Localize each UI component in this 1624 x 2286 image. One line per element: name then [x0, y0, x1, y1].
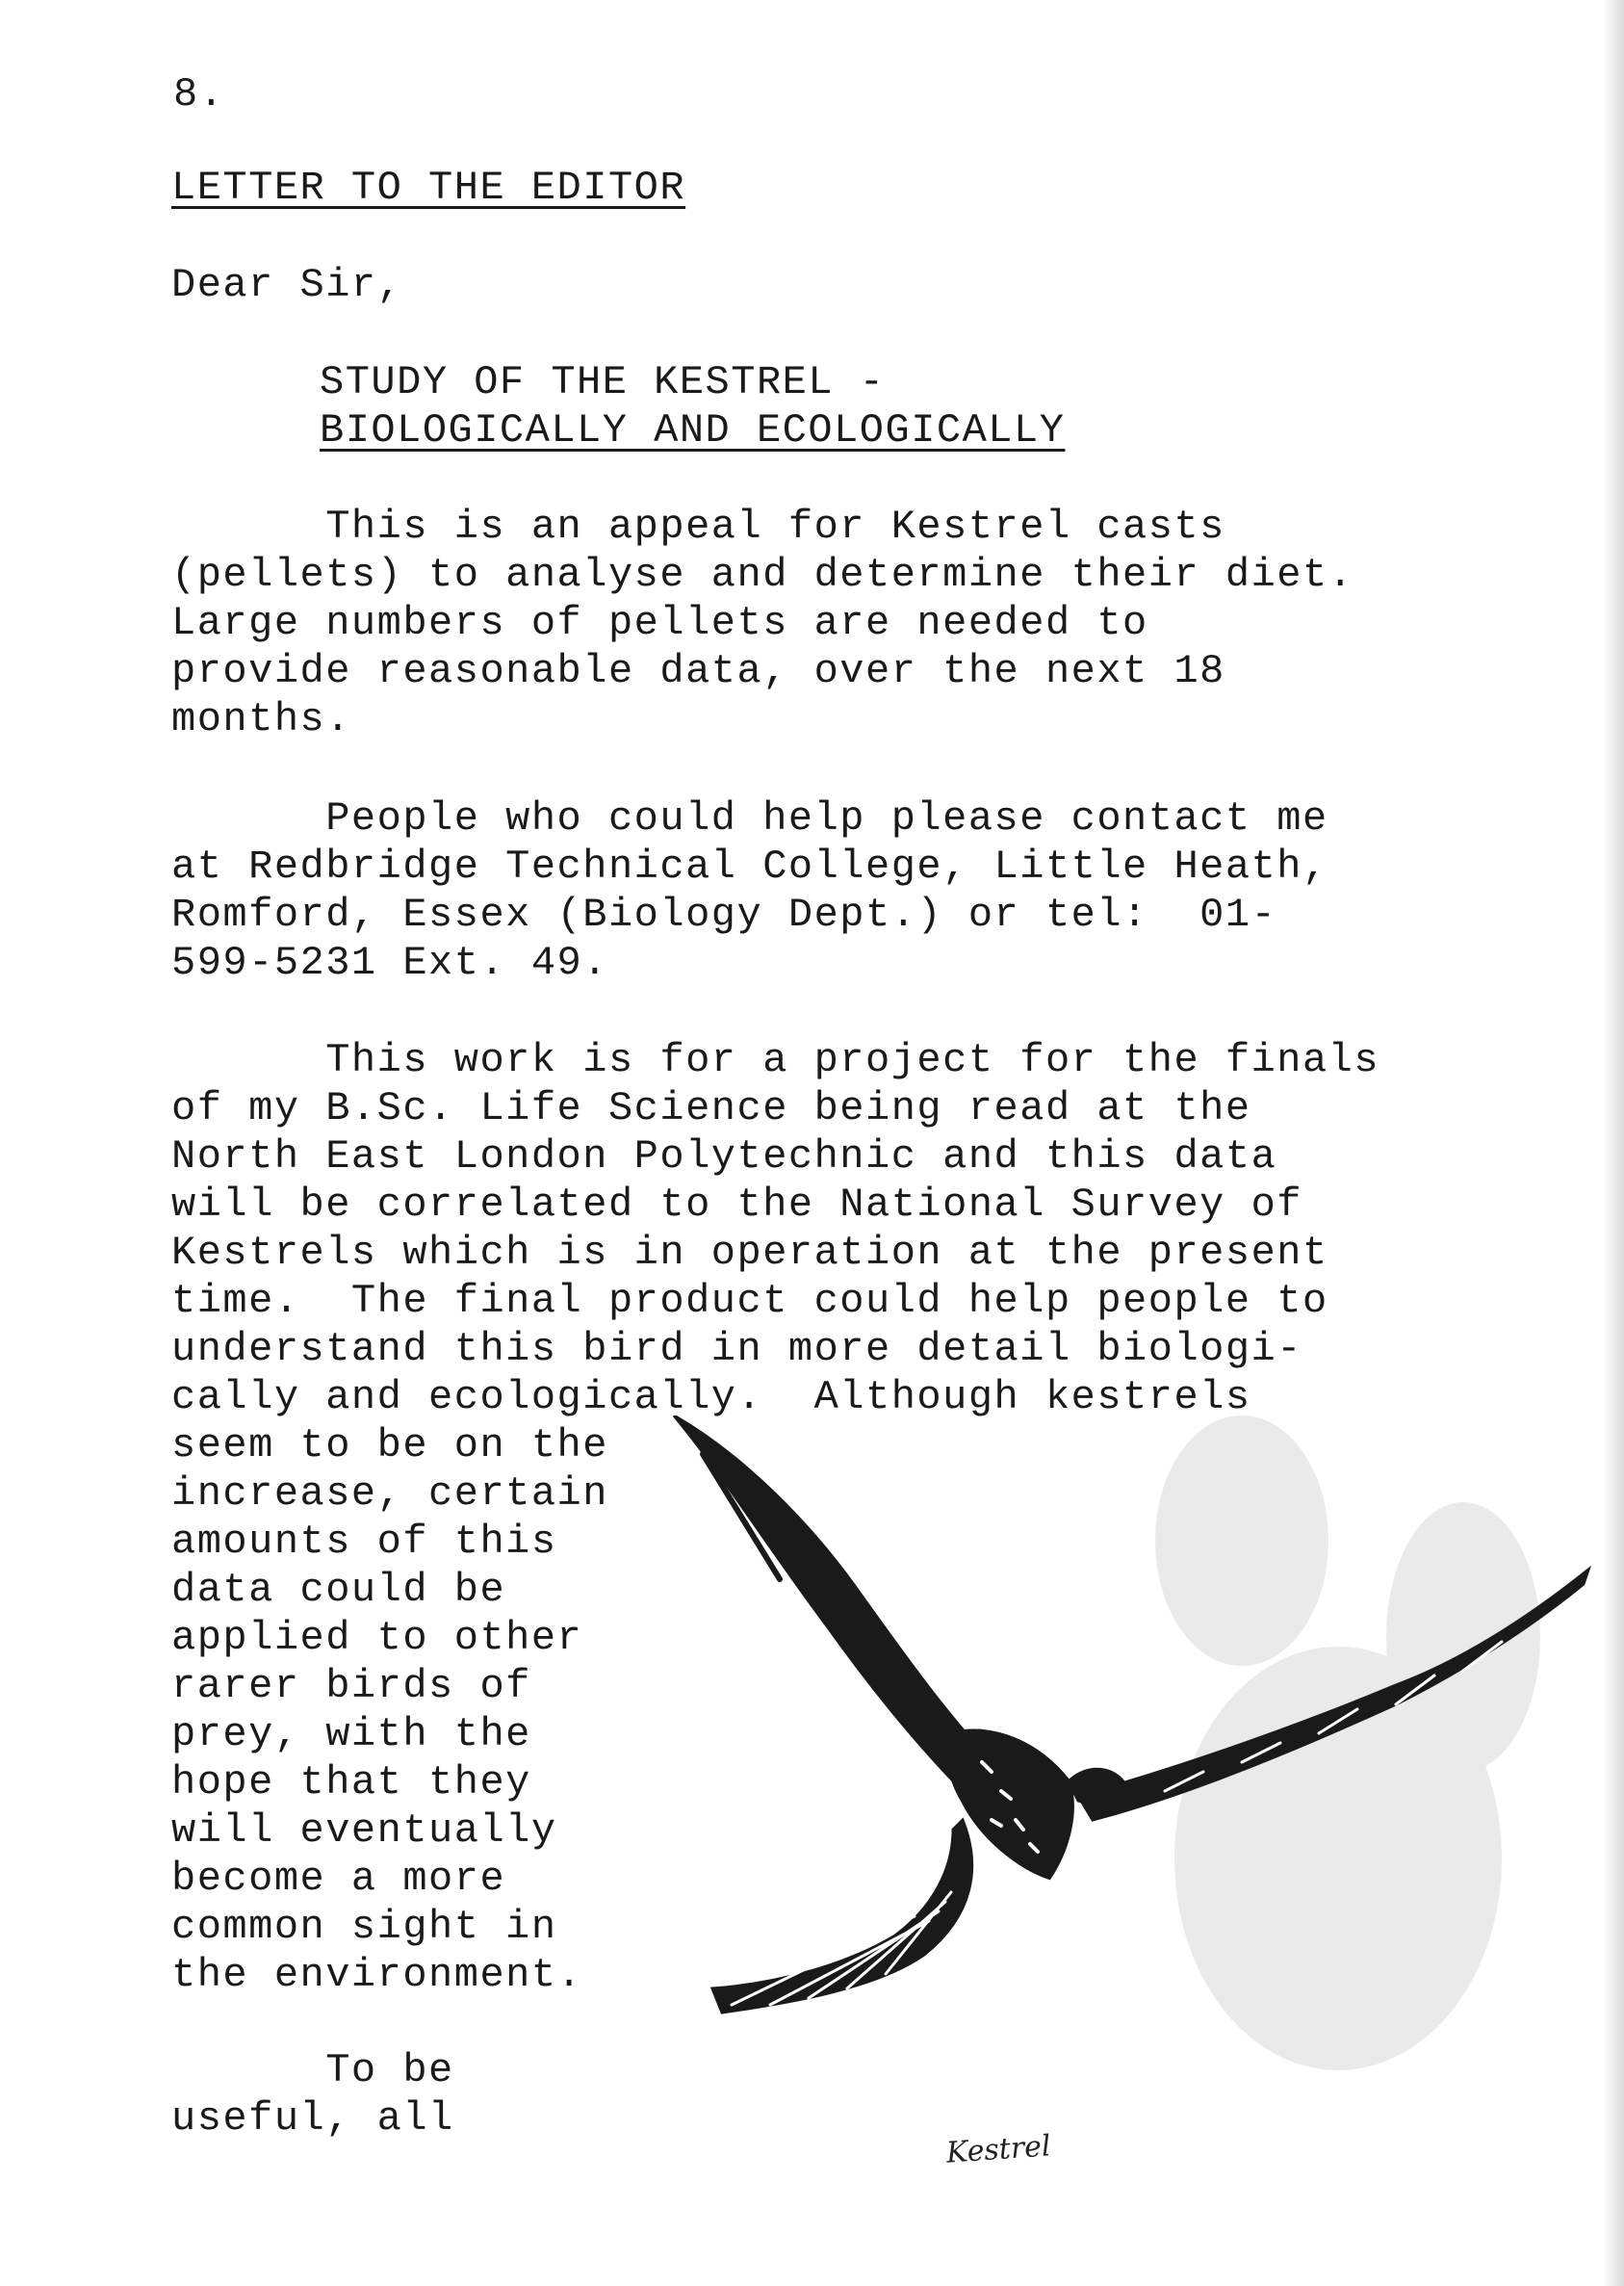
- page-number: 8.: [173, 71, 225, 117]
- subject-line: STUDY OF THE KESTREL -: [320, 359, 886, 405]
- paragraph-project-continued: seem to be on the increase, certain amounts of this data could be applied to other rarer birds of prey, with the hope that they will eventually become a more common sight in the environment.: [171, 1422, 608, 1998]
- page-edge-shadow: [1603, 0, 1624, 2286]
- paragraph-closing-fragment: To be useful, all: [171, 2047, 454, 2142]
- subject-line-underlined: BIOLOGICALLY AND ECOLOGICALLY: [320, 407, 1066, 454]
- kestrel-illustration: [664, 1416, 1598, 2032]
- illustration-caption: Kestrel: [944, 2129, 1052, 2170]
- salutation: Dear Sir,: [171, 262, 403, 308]
- paragraph-contact: People who could help please contact me at Redbridge Technical College, Little Heath, Romford, Essex (Biology Dept.) or tel: 01- 599-5231 Ext. 49.: [171, 795, 1328, 986]
- letter-heading: LETTER TO THE EDITOR: [171, 165, 686, 211]
- paragraph-project: This work is for a project for the finals of my B.Sc. Life Science being read at the North East London Polytechnic and this data will be correlated to the National Survey of Kestrels which is in operation at the present time. The final product could help people to understand this bird in more detail biologi- cally and ecologically. Although kestrels: [171, 1037, 1380, 1420]
- paragraph-appeal: This is an appeal for Kestrel casts (pellets) to analyse and determine their diet. Large numbers of pellets are needed to provide reasonable data, over the next 18 months.: [171, 504, 1354, 742]
